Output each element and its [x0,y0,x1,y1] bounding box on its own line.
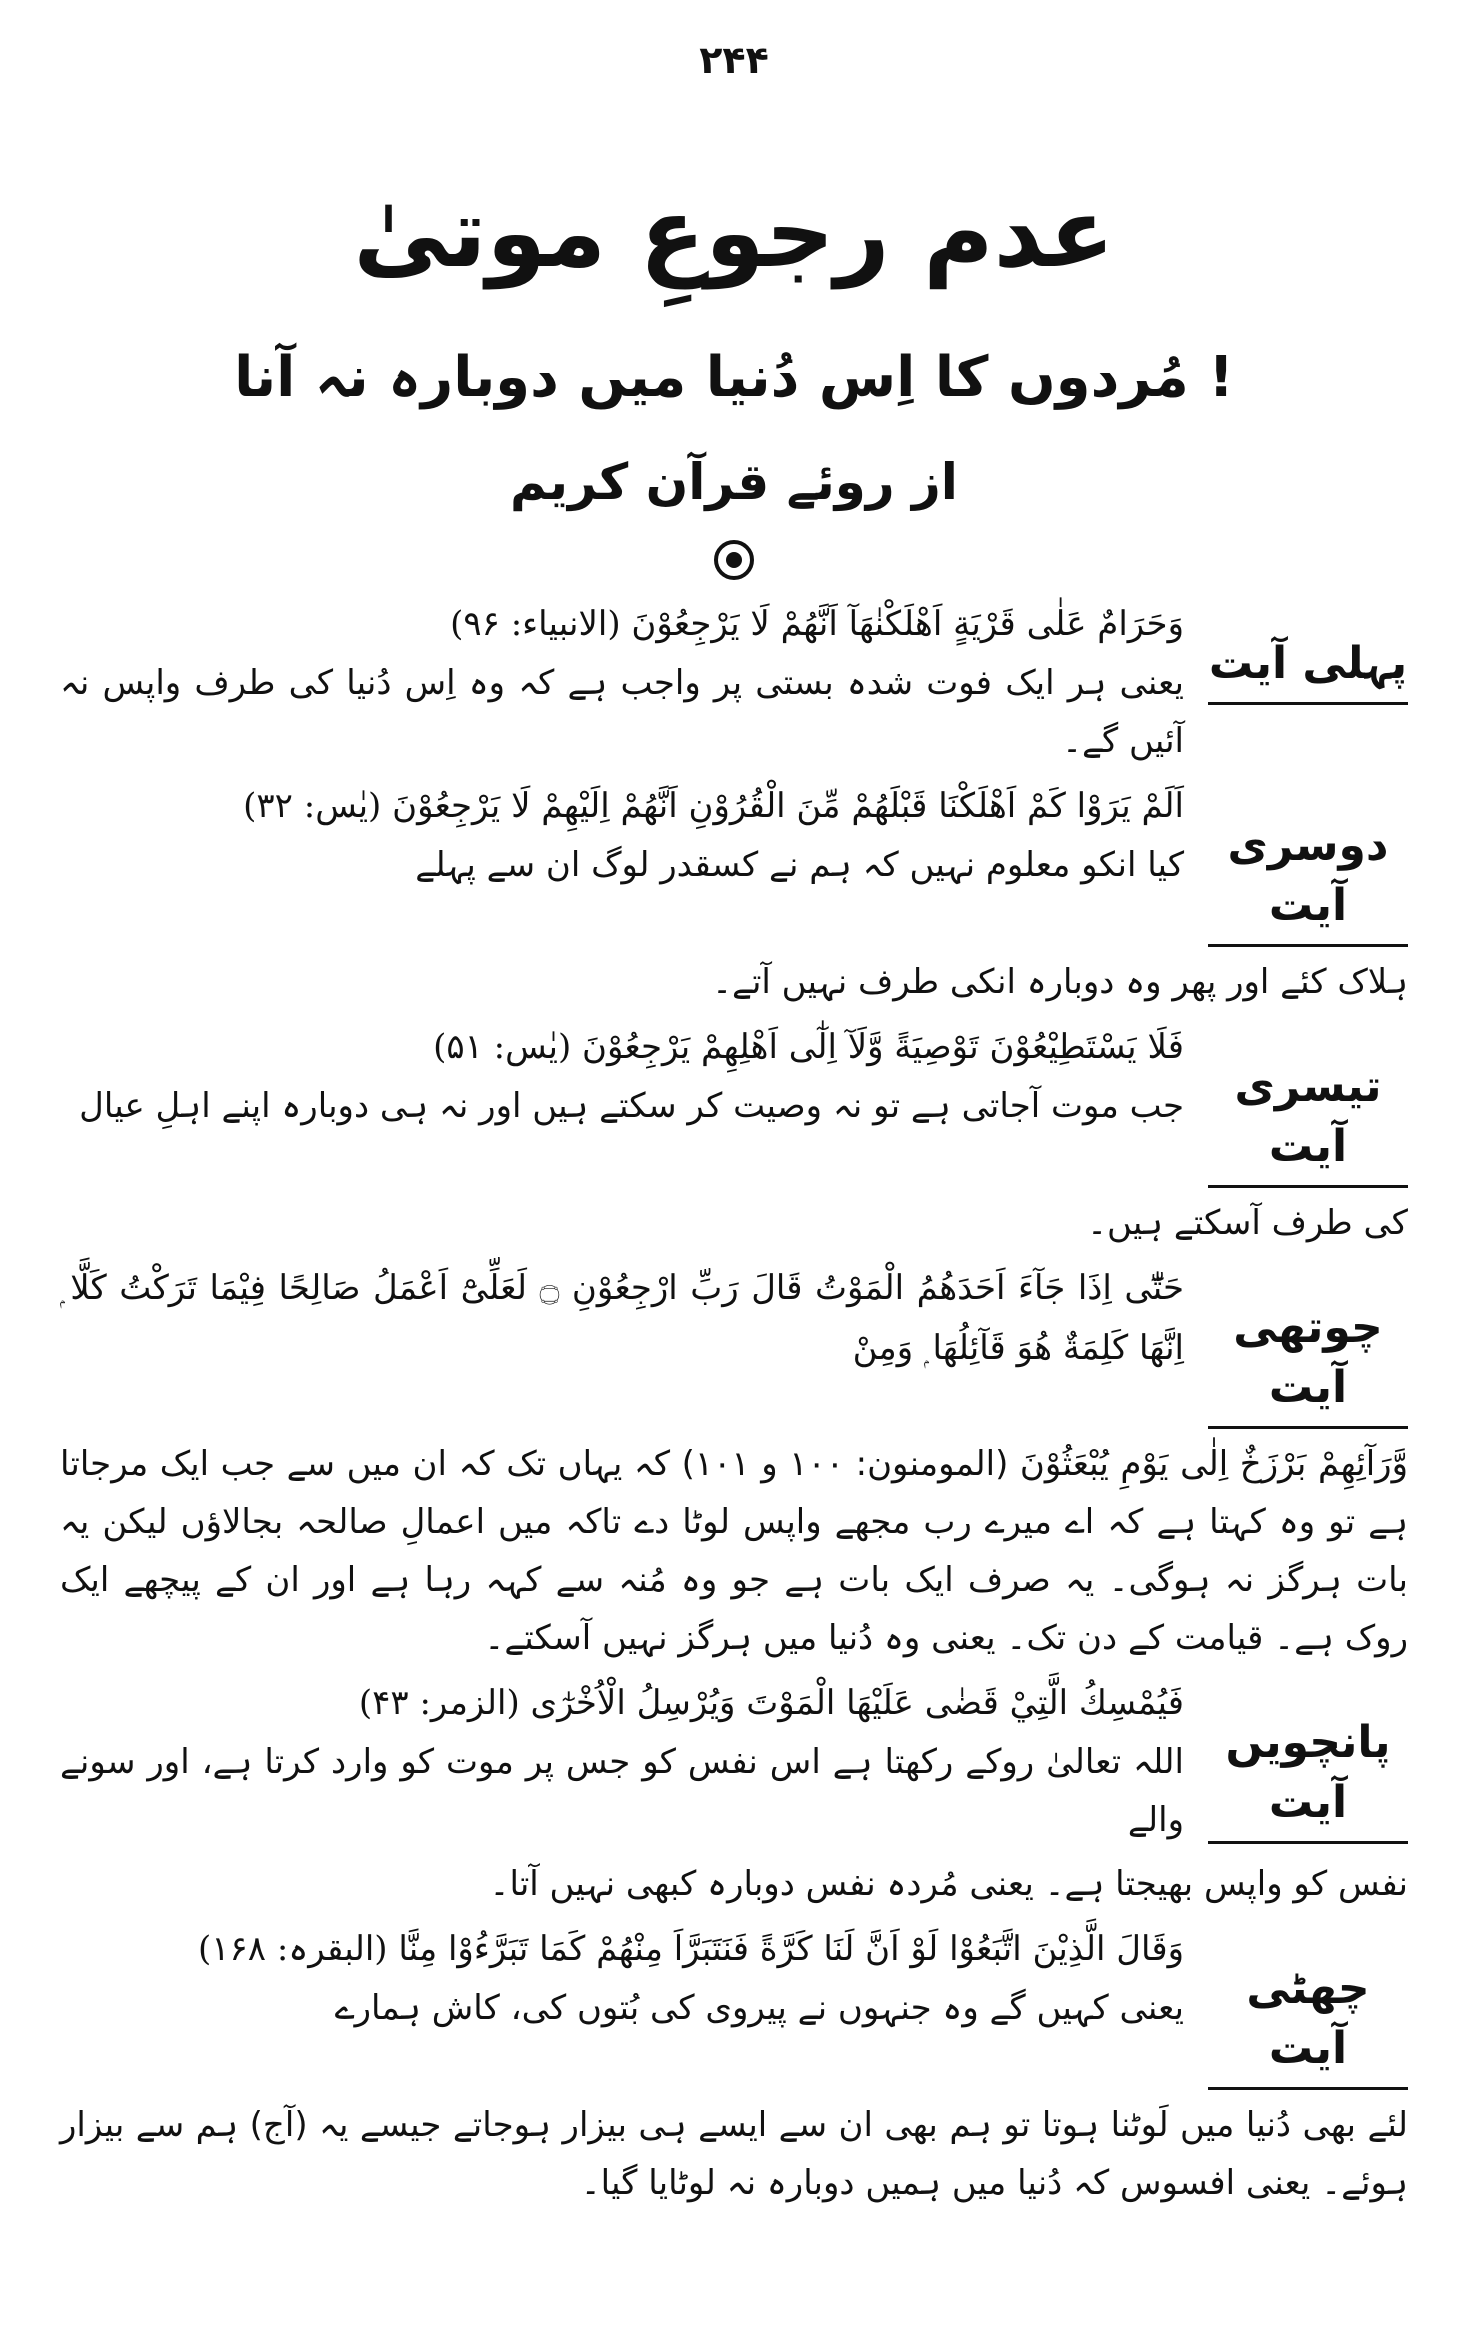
arabic-text: حَتّٰٓى اِذَا جَآءَ اَحَدَهُمُ الْمَوْتُ قَالَ رَبِّ ارْجِعُوْنِ ۝ لَعَلِّیْٓ اَعْمَلُ صَالِحًا فِيْمَا تَرَكْتُ كَلَّا ۭ اِنَّهَا كَلِمَةٌ هُوَ قَآئِلُهَا ۭ وَمِنْ [60,1268,1184,1368]
verse-2 [60,776,1408,947]
arabic-text: فَلَا يَسْتَطِيْعُوْنَ تَوْصِيَةً وَّلَآ اِلٰٓى اَهْلِهِمْ يَرْجِعُوْنَ (یٰس: ۵۱) [433,1027,1184,1067]
verse-label: پانچویں آیت [1208,1673,1408,1844]
verse-body [60,776,1184,894]
verse-continuation: وَّرَآئِهِمْ بَرْزَخٌ اِلٰى يَوْمِ يُبْعَثُوْنَ (المومنون: ۱۰۰ و ۱۰۱) کہ یہاں تک کہ ان میں سے جب ایک مرجاتا ہے تو وہ کہتا ہے کہ اے میرے رب مجھے واپس لوٹا دے تاکہ میں اعمالِ صالحہ بجالاؤں لیکن یہ بات ہرگز نہ ہوگی۔ یہ صرف ایک بات ہے جو وہ مُنہ سے کہہ رہا ہے اور ان کے پیچھے ایک روک ہے۔ قیامت کے دن تک۔ یعنی وہ دُنیا میں ہرگز نہیں آسکتے۔ [60,1444,1408,1658]
verse-body [60,1258,1184,1378]
arabic-text: فَيُمْسِكُ الَّتِيْ قَضٰى عَلَيْهَا الْمَوْتَ وَيُرْسِلُ الْاُخْرٰٓى (الزمر: ۴۳) [358,1683,1184,1723]
page-number: ۲۴۴ [699,38,769,82]
verse-continuation: ہلاک کئے اور پھر وہ دوبارہ انکی طرف نہیں آتے۔ [712,962,1408,1002]
verse-label: چھٹی آیت [1208,1919,1408,2090]
verse-4 [60,1258,1408,1429]
page-title: عدم رجوعِ موتیٰ [353,177,1115,289]
verse-1 [60,594,1408,770]
verse-label: تیسری آیت [1208,1017,1408,1188]
urdu-translation: یعنی کہیں گے وہ جنہوں نے پیروی کی بُتوں کی، کاش ہمارے [334,1988,1184,2028]
verse-body [60,594,1184,770]
verse-body [60,1017,1184,1135]
arabic-text: وَقَالَ الَّذِيْنَ اتَّبَعُوْا لَوْ اَنَّ لَنَا كَرَّةً فَنَتَبَرَّاَ مِنْهُمْ كَمَا تَبَرَّءُوْا مِنَّا (البقرہ: ۱۶۸) [198,1929,1184,1969]
page-subtitle: مُردوں کا اِس دُنیا میں دوبارہ نہ آنا ! [234,345,1234,410]
verse-continuation: نفس کو واپس بھیجتا ہے۔ یعنی مُردہ نفس دوبارہ کبھی نہیں آتا۔ [489,1864,1408,1904]
verse-label: چوتھی آیت [1208,1258,1408,1429]
ornament-icon [714,540,754,580]
urdu-translation: کیا انکو معلوم نہیں کہ ہم نے کسقدر لوگ ان سے پہلے [415,845,1184,885]
verse-continuation: کی طرف آسکتے ہیں۔ [1087,1203,1408,1243]
verse-continuation: لئے بھی دُنیا میں لَوٹنا ہوتا تو ہم بھی ان سے ایسے ہی بیزار ہوجاتے جیسے یہ (آج) ہم سے بیزار ہوئے۔ یعنی افسوس کہ دُنیا میں ہمیں دوبارہ نہ لوٹایا گیا۔ [60,2105,1408,2203]
verse-5 [60,1673,1408,1849]
verse-label: پہلی آیت [1208,594,1408,705]
verse-6 [60,1919,1408,2090]
verse-3 [60,1017,1408,1188]
urdu-translation: جب موت آجاتی ہے تو نہ وصیت کر سکتے ہیں اور نہ ہی دوبارہ اپنے اہلِ عیال [79,1086,1184,1126]
arabic-text: اَلَمْ يَرَوْا كَمْ اَهْلَكْنَا قَبْلَهُمْ مِّنَ الْقُرُوْنِ اَنَّهُمْ اِلَيْهِمْ لَا يَرْجِعُوْنَ (یٰس: ۳۲) [243,786,1184,826]
arabic-text: وَحَرَامٌ عَلٰی قَرْيَةٍ اَهْلَكْنٰهَآ اَنَّهُمْ لَا يَرْجِعُوْنَ (الانبیاء: ۹۶) [450,604,1184,644]
verse-label: دوسری آیت [1208,776,1408,947]
urdu-translation: یعنی ہر ایک فوت شدہ بستی پر واجب ہے کہ وہ اِس دُنیا کی طرف واپس نہ آئیں گے۔ [60,663,1184,761]
source-heading: از روئے قرآن کریم [510,453,958,511]
verse-body [60,1673,1184,1849]
urdu-translation: اللہ تعالیٰ روکے رکھتا ہے اس نفس کو جس پر موت کو وارد کرتا ہے، اور سونے والے [60,1742,1184,1840]
verse-body [60,1919,1184,2037]
